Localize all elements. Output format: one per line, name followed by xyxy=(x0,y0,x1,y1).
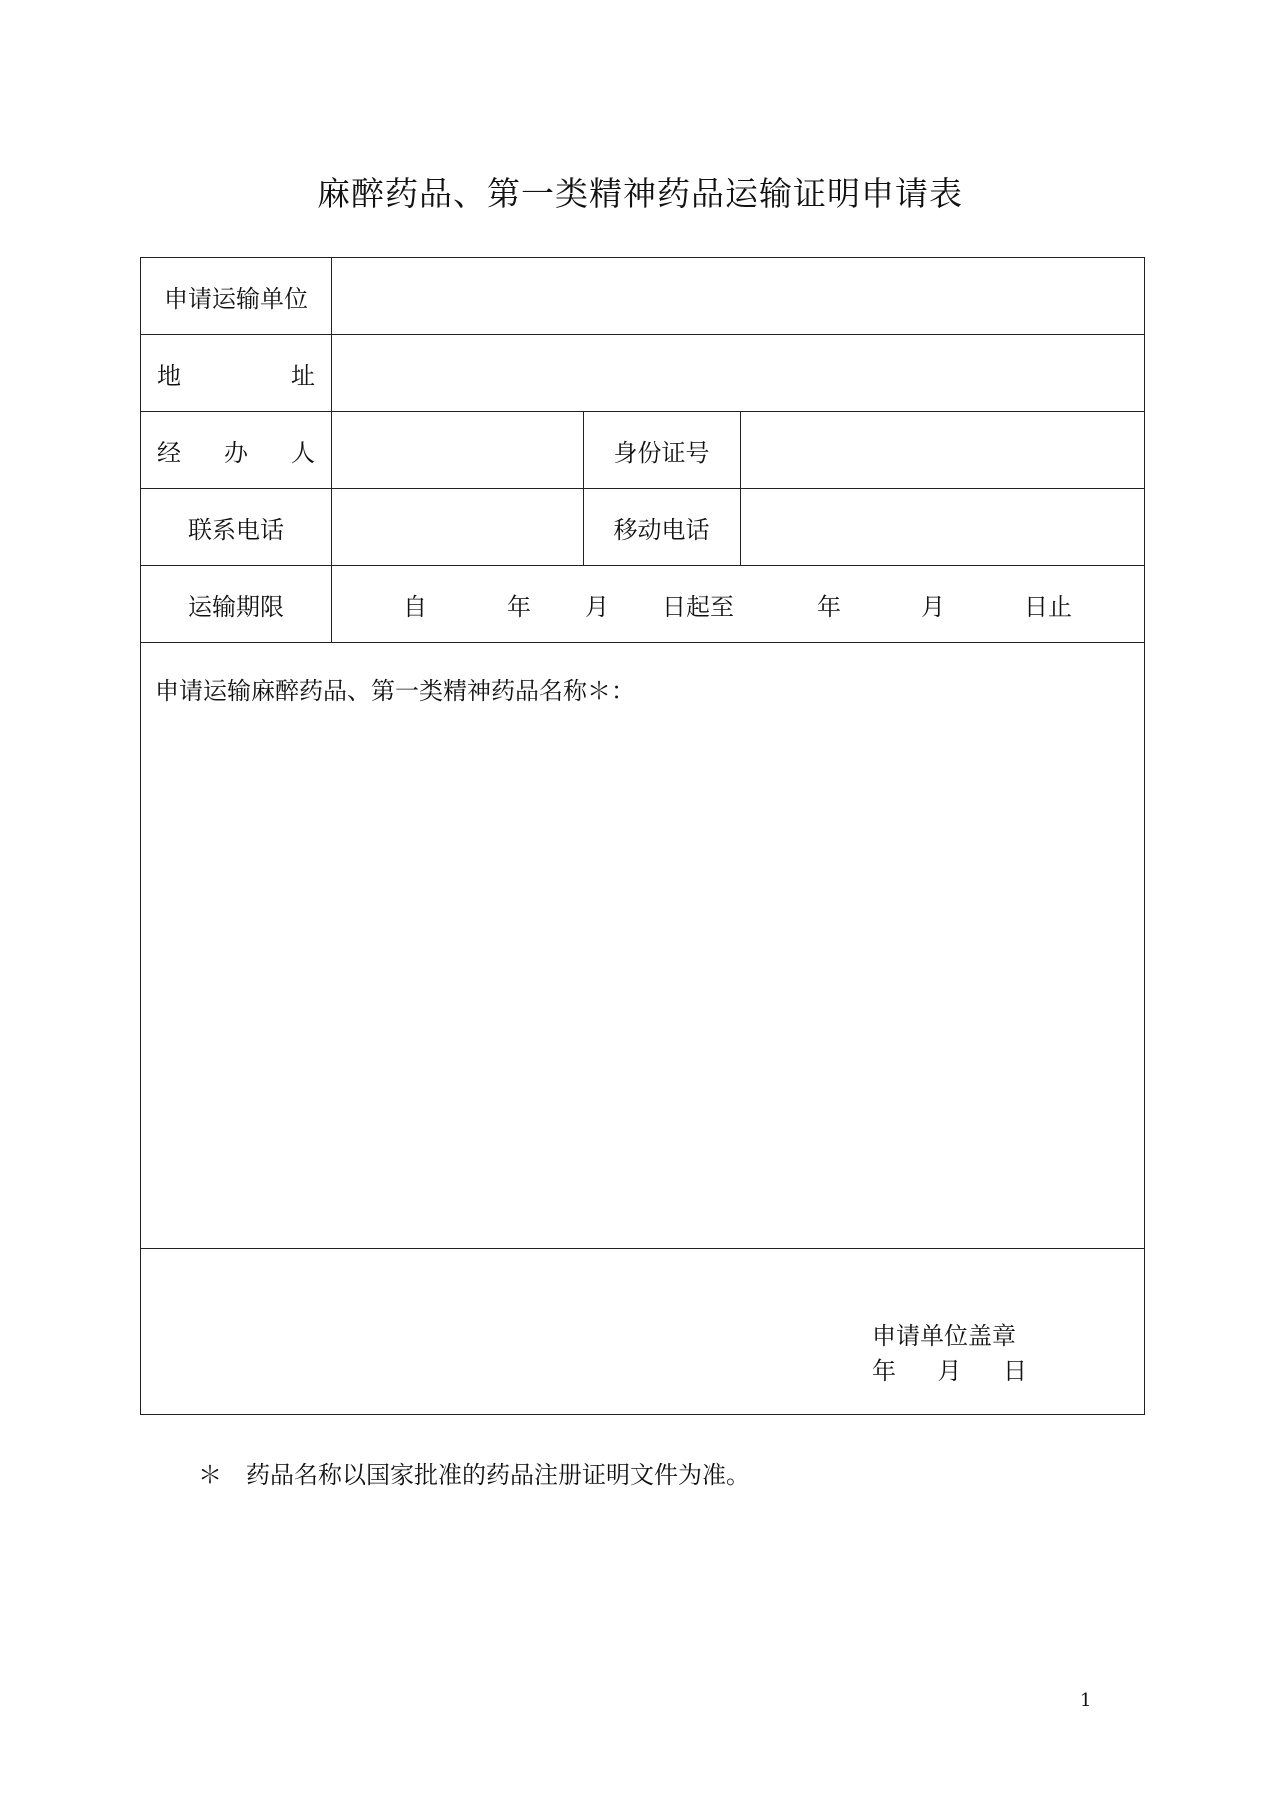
row-phone xyxy=(141,489,1144,566)
period-end-month: 月 xyxy=(921,592,945,621)
footnote-mark: ＊ xyxy=(198,1461,222,1489)
stamp-label: 申请单位盖章 xyxy=(872,1322,1016,1350)
phone-field[interactable] xyxy=(331,489,583,565)
footnote-text: 药品名称以国家批准的药品注册证明文件为准。 xyxy=(246,1461,750,1489)
stamp-day: 日 xyxy=(1003,1357,1027,1385)
applicant-unit-label: 申请运输单位 xyxy=(164,284,308,313)
period-end-year: 年 xyxy=(817,592,841,621)
mobile-field[interactable] xyxy=(740,489,1144,565)
row-drug-names[interactable] xyxy=(141,643,1144,1249)
handler-label-char: 人 xyxy=(291,438,315,467)
form-title: 麻醉药品、第一类精神药品运输证明申请表 xyxy=(317,174,963,213)
transport-period-label: 运输期限 xyxy=(188,592,284,621)
stamp-year: 年 xyxy=(872,1357,896,1385)
row-stamp xyxy=(141,1249,1144,1414)
divider xyxy=(331,566,332,642)
mobile-label: 移动电话 xyxy=(613,515,710,544)
page-number: 1 xyxy=(1080,1690,1092,1711)
row-transport-period xyxy=(141,566,1144,643)
stamp-block xyxy=(872,1319,1027,1389)
address-label-char: 地 xyxy=(157,361,181,390)
period-start-year: 年 xyxy=(507,592,531,621)
period-end-day: 日止 xyxy=(1024,592,1072,621)
row-handler xyxy=(141,412,1144,489)
handler-label xyxy=(141,412,331,488)
phone-label: 联系电话 xyxy=(188,515,284,544)
period-start-month: 月 xyxy=(585,592,609,621)
footnote xyxy=(198,1455,750,1490)
address-field[interactable] xyxy=(331,335,1144,411)
id-number-field[interactable] xyxy=(740,412,1144,488)
stamp-date xyxy=(872,1354,1027,1389)
address-label-char: 址 xyxy=(291,361,315,390)
handler-label-char: 经 xyxy=(157,438,181,467)
address-label xyxy=(141,335,331,411)
application-form-table xyxy=(140,257,1145,1415)
handler-label-char: 办 xyxy=(224,438,248,467)
period-start-day: 日起至 xyxy=(662,592,734,621)
applicant-unit-field[interactable] xyxy=(331,258,1144,334)
handler-field[interactable] xyxy=(331,412,583,488)
drug-names-label: 申请运输麻醉药品、第一类精神药品名称＊： xyxy=(155,677,635,705)
row-address xyxy=(141,335,1144,412)
stamp-month: 月 xyxy=(937,1357,962,1385)
row-applicant-unit xyxy=(141,258,1144,335)
id-number-label: 身份证号 xyxy=(613,438,710,467)
period-from: 自 xyxy=(403,592,427,621)
